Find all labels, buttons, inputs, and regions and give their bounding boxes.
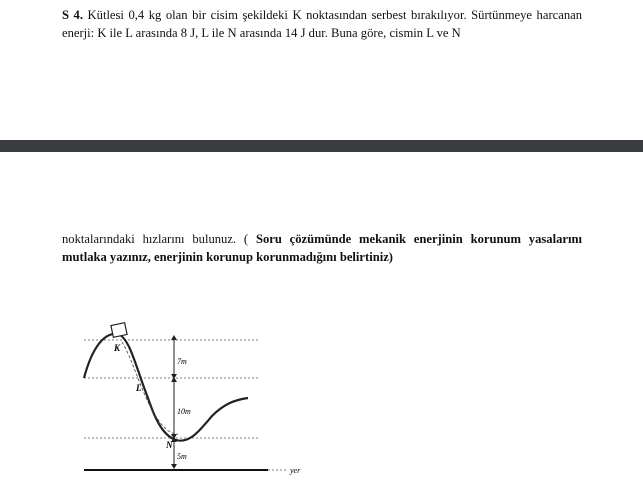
- label-k: K: [114, 343, 121, 353]
- question-line1: Kütlesi 0,4 kg olan bir cisim şekildeki K noktasından serbest bırakılıyor. Sürtünmeye harcanan enerji: K ile L arasında 8 J, L ile N arasında 14 J dur. Buna göre, cismin L ve N: [62, 8, 582, 40]
- physics-figure: [78, 318, 318, 488]
- question-text-bottom: [62, 230, 582, 266]
- page-top: [0, 0, 643, 140]
- question-line2-plain: noktalarındaki hızlarını bulunuz. (: [62, 232, 249, 246]
- track-diagram: [78, 318, 318, 488]
- motion-path: [122, 342, 178, 434]
- page-divider: [0, 140, 643, 152]
- label-ground: yer: [290, 466, 301, 475]
- question-text-top: [62, 6, 582, 42]
- track-curve: [84, 334, 248, 441]
- label-7m: 7m: [177, 357, 187, 366]
- axis-arrow-top: [171, 335, 177, 340]
- label-l: L: [136, 383, 142, 393]
- question-number: S 4.: [62, 8, 83, 22]
- label-5m: 5m: [177, 452, 187, 461]
- question-line2-bold: Soru çözümünde mekanik enerjinin korunum yasalarını mutlaka yazınız, enerjinin korunup korunmadığını belirtiniz): [62, 232, 582, 264]
- label-n: N: [166, 440, 173, 450]
- axis-arrow-bottom: [171, 464, 177, 469]
- label-10m: 10m: [177, 407, 191, 416]
- object-box: [111, 323, 127, 338]
